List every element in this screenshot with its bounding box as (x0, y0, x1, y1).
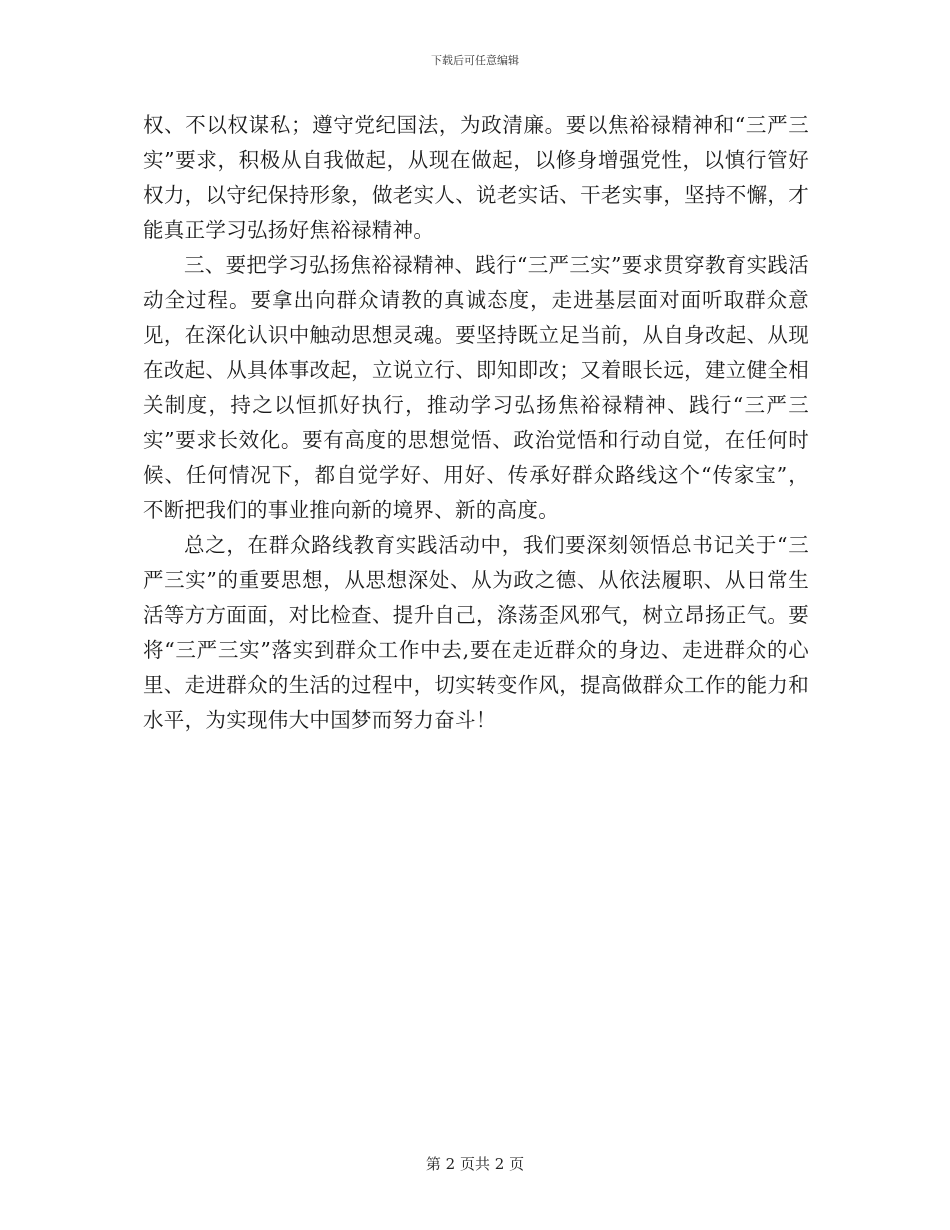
paragraph-conclusion: 总之，在群众路线教育实践活动中，我们要深刻领悟总书记关于“三严三实”的重要思想，从思想深处、从为政之德、从依法履职、从日常生活等方方面面，对比检查、提升自己，涤荡歪风邪气，树立昂扬正气。要将“三严三实”落实到群众工作中去,要在走近群众的身边、走进群众的心里、走进群众的生活的过程中，切实转变作风，提高做群众工作的能力和水平，为实现伟大中国梦而努力奋斗！ (143, 533, 809, 732)
page-number: 第 2 页共 2 页 (425, 1155, 525, 1173)
document-body (143, 108, 809, 738)
paragraph-section-three: 三、要把学习弘扬焦裕禄精神、践行“三严三实”要求贯穿教育实践活动全过程。要拿出向群众请教的真诚态度，走进基层面对面听取群众意见，在深化认识中触动思想灵魂。要坚持既立足当前，从自身改起、从现在改起、从具体事改起，立说立行、即知即改；又着眼长远，建立健全相关制度，持之以恒抓好执行，推动学习弘扬焦裕禄精神、践行“三严三实”要求长效化。要有高度的思想觉悟、政治觉悟和行动自觉，在任何时候、任何情况下，都自觉学好、用好、传承好群众路线这个“传家宝”，不断把我们的事业推向新的境界、新的高度。 (143, 253, 809, 522)
paragraph-continuation: 权、不以权谋私；遵守党纪国法，为政清廉。要以焦裕禄精神和“三严三实”要求，积极从自我做起，从现在做起，以修身增强党性，以慎行管好权力，以守纪保持形象，做老实人、说老实话、干老实事，坚持不懈，才能真正学习弘扬好焦裕禄精神。 (143, 113, 809, 242)
header-note: 下载后可任意编辑 (431, 54, 519, 67)
